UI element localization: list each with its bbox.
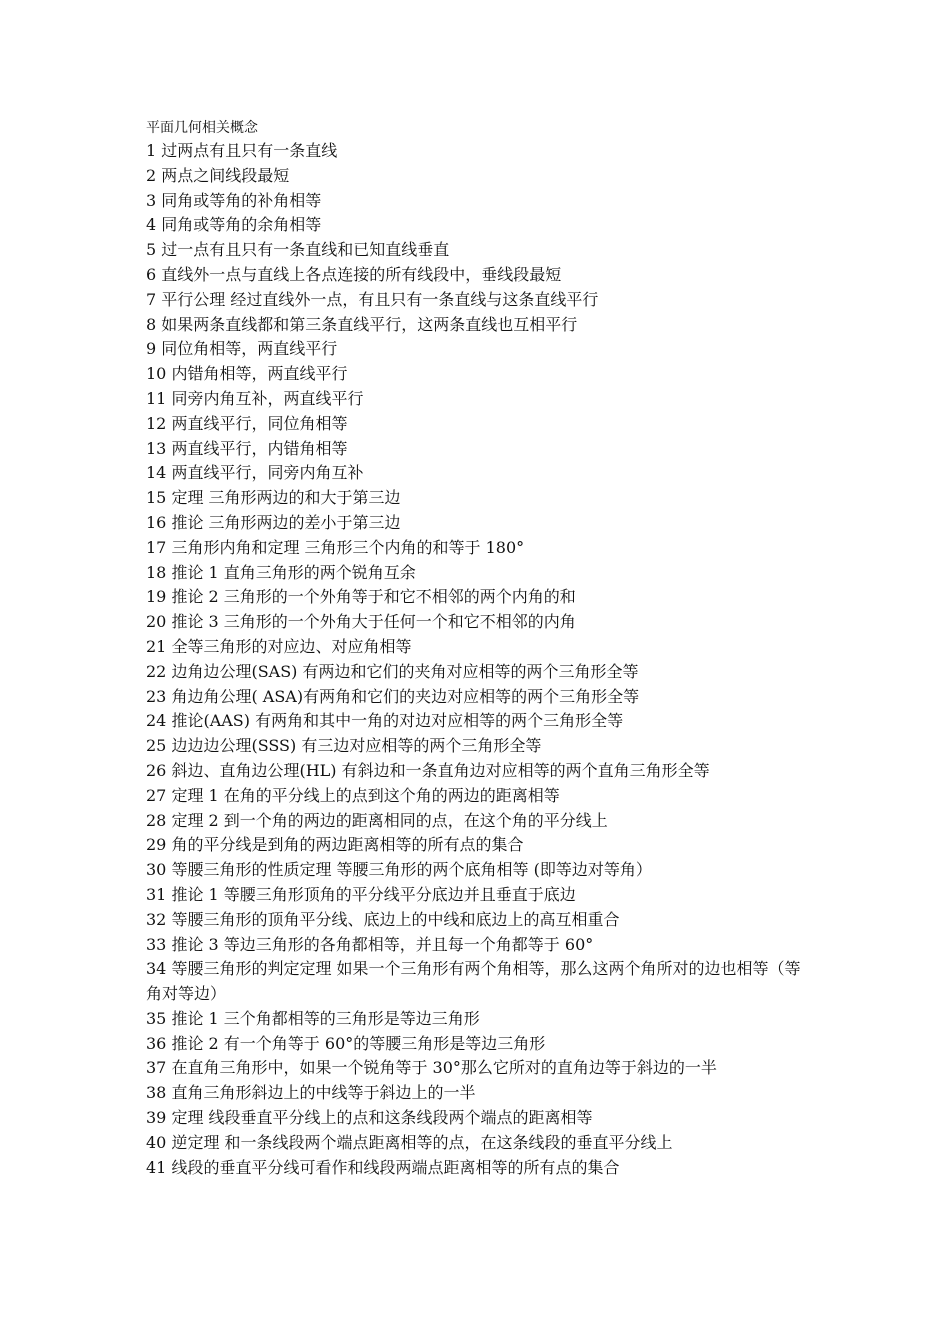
list-item: 26 斜边、直角边公理(HL) 有斜边和一条直角边对应相等的两个直角三角形全等 [146,760,710,780]
list-item: 22 边角边公理(SAS) 有两边和它们的夹角对应相等的两个三角形全等 [146,661,639,681]
list-item: 18 推论 1 直角三角形的两个锐角互余 [146,562,416,582]
list-item: 7 平行公理 经过直线外一点，有且只有一条直线与这条直线平行 [146,289,599,309]
list-item: 14 两直线平行，同旁内角互补 [146,463,364,483]
list-item: 3 同角或等角的补角相等 [146,190,322,210]
list-item: 13 两直线平行，内错角相等 [146,438,348,458]
list-item: 36 推论 2 有一个角等于 60°的等腰三角形是等边三角形 [146,1033,546,1053]
list-item: 12 两直线平行，同位角相等 [146,413,348,433]
list-item: 20 推论 3 三角形的一个外角大于任何一个和它不相邻的内角 [146,612,576,632]
list-item: 23 角边角公理( ASA)有两角和它们的夹边对应相等的两个三角形全等 [146,686,640,706]
list-item: 31 推论 1 等腰三角形顶角的平分线平分底边并且垂直于底边 [146,884,576,904]
list-item: 28 定理 2 到一个角的两边的距离相同的点，在这个角的平分线上 [146,810,608,830]
list-item: 38 直角三角形斜边上的中线等于斜边上的一半 [146,1083,476,1103]
list-item: 16 推论 三角形两边的差小于第三边 [146,512,401,532]
list-item: 40 逆定理 和一条线段两个端点距离相等的点，在这条线段的垂直平分线上 [146,1132,673,1152]
list-item: 35 推论 1 三个角都相等的三角形是等边三角形 [146,1008,480,1028]
list-item: 9 同位角相等，两直线平行 [146,339,338,359]
list-item: 1 过两点有且只有一条直线 [146,141,338,160]
list-item: 21 全等三角形的对应边、对应角相等 [146,636,412,656]
list-item: 37 在直角三角形中，如果一个锐角等于 30°那么它所对的直角边等于斜边的一半 [146,1058,717,1078]
concept-list [146,139,814,1180]
list-item: 6 直线外一点与直线上各点连接的所有线段中，垂线段最短 [146,264,562,284]
document-title: 平面几何相关概念 [146,120,258,136]
list-item: 41 线段的垂直平分线可看作和线段两端点距离相等的所有点的集合 [146,1157,620,1177]
list-item: 39 定理 线段垂直平分线上的点和这条线段两个端点的距离相等 [146,1108,593,1128]
list-item: 32 等腰三角形的顶角平分线、底边上的中线和底边上的高互相重合 [146,909,620,929]
list-item: 8 如果两条直线都和第三条直线平行，这两条直线也互相平行 [146,314,578,334]
list-item: 29 角的平分线是到角的两边距离相等的所有点的集合 [146,835,524,855]
list-item: 19 推论 2 三角形的一个外角等于和它不相邻的两个内角的和 [146,587,576,607]
list-item: 15 定理 三角形两边的和大于第三边 [146,488,401,508]
list-item: 27 定理 1 在角的平分线上的点到这个角的两边的距离相等 [146,785,560,805]
list-item: 34 等腰三角形的判定定理 如果一个三角形有两个角相等，那么这两个角所对的边也相等（等角对等边） [146,959,801,1004]
list-item: 2 两点之间线段最短 [146,165,290,185]
list-item: 10 内错角相等，两直线平行 [146,364,348,384]
list-item: 11 同旁内角互补，两直线平行 [146,388,364,408]
list-item: 24 推论(AAS) 有两角和其中一角的对边对应相等的两个三角形全等 [146,711,624,731]
list-item: 5 过一点有且只有一条直线和已知直线垂直 [146,240,450,260]
list-item: 17 三角形内角和定理 三角形三个内角的和等于 180° [146,537,525,557]
list-item: 33 推论 3 等边三角形的各角都相等，并且每一个角都等于 60° [146,934,594,954]
list-item: 25 边边边公理(SSS) 有三边对应相等的两个三角形全等 [146,736,542,756]
list-item: 30 等腰三角形的性质定理 等腰三角形的两个底角相等 (即等边对等角） [146,860,652,880]
list-item: 4 同角或等角的余角相等 [146,215,322,235]
